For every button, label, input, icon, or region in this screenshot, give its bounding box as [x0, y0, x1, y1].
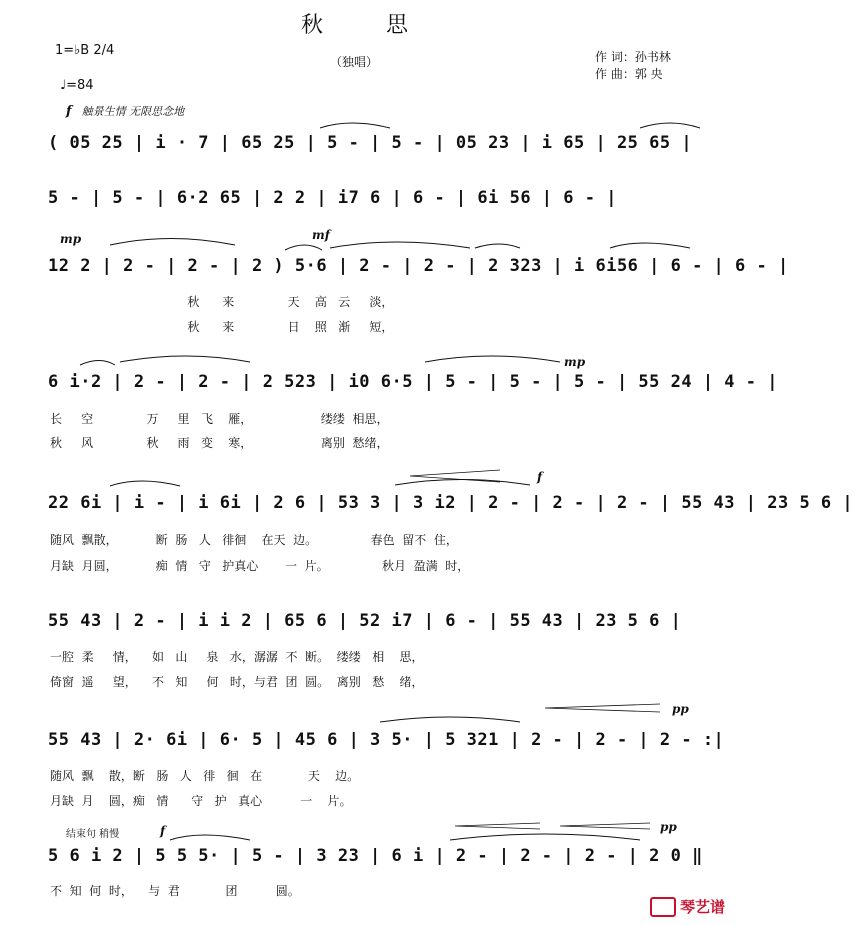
dynamic-f: f	[66, 104, 72, 119]
staff-4-lyric-1: 长 空 万 里 飞 雁， 缕缕 相思，	[50, 412, 389, 426]
staff-8-lyric-1: 不 知 何 时， 与 君 团 圆。	[50, 884, 300, 898]
key-signature: 1=♭B 2/4	[55, 43, 115, 58]
page-title: 秋 思	[301, 13, 436, 38]
staff-8-notes: 5 6 i 2 | 5 5 5· | 5 - | 3 23 | 6 i | 2 - | 2 - | 2 - | 2 0 ‖	[48, 846, 703, 866]
staff-1-notes: ( 05 25 | i · 7 | 65 25 | 5 - | 5 - | 05 23 | i 65 | 25 65 |	[48, 133, 693, 153]
watermark-text: 琴艺谱	[679, 897, 725, 916]
dynamic-f-2: f	[160, 824, 166, 838]
staff-3-lyric-2: 秋 来 日 照 渐 短，	[50, 320, 394, 334]
dynamic-mp: mp	[60, 232, 82, 246]
expression-text: 触景生情 无限思念地	[81, 105, 185, 118]
dynamic-mp-2: mp	[564, 355, 586, 369]
staff-4-notes: 6 i·2 | 2 - | 2 - | 2 523 | i0 6·5 | 5 - | 5 - | 5 - | 55 24 | 4 - |	[48, 372, 778, 392]
staff-7-notes: 55 43 | 2· 6i | 6· 5 | 45 6 | 3 5· | 5 321 | 2 - | 2 - | 2 - :|	[48, 730, 725, 750]
staff-7-lyric-1: 随风 飘 散，断 肠 人 徘 徊 在 天 边。	[50, 769, 360, 783]
brand-logo-icon	[650, 897, 676, 917]
staff-5-notes: 22 6i | i - | i 6i | 2 6 | 53 3 | 3 i2 | 2 - | 2 - | 2 - | 55 43 | 23 5 6 |	[48, 493, 853, 513]
staff-6-lyric-1: 一腔 柔 情， 如 山 泉 水，潺潺 不 断。 缕缕 相 思，	[50, 650, 424, 664]
tempo-marking: ♩=84	[60, 78, 94, 93]
staff-5-lyric-2: 月缺 月圆， 痴 情 守 护真心 一 片。 秋月 盈满 时，	[50, 559, 470, 573]
composer-credit: 作 曲：郭 央	[595, 67, 663, 81]
staff-3-lyric-1: 秋 来 天 高 云 淡，	[50, 295, 394, 309]
subtitle: （独唱）	[330, 55, 379, 69]
dynamic-f: f	[537, 470, 543, 484]
lyricist-credit: 作 词：孙书林	[595, 50, 671, 64]
ending-marking: 结束句 稍慢	[66, 829, 120, 840]
staff-5-lyric-1: 随风 飘散， 断 肠 人 徘徊 在天 边。 春色 留不 住，	[50, 533, 458, 547]
dynamic-pp-2: pp	[660, 820, 677, 834]
staff-6-notes: 55 43 | 2 - | i i 2 | 65 6 | 52 i7 | 6 - | 55 43 | 23 5 6 |	[48, 611, 682, 631]
watermark-logo	[650, 896, 725, 918]
dynamic-pp: pp	[672, 702, 689, 716]
staff-6-lyric-2: 倚窗 遥 望， 不 知 何 时，与君 团 圆。 离别 愁 绪，	[50, 675, 424, 689]
staff-4-lyric-2: 秋 风 秋 雨 变 寒， 离别 愁绪，	[50, 436, 389, 450]
staff-7-lyric-2: 月缺 月 圆，痴 情 守 护 真心 一 片。	[50, 794, 352, 808]
dynamic-mf: mf	[312, 228, 330, 242]
staff-3-notes: 12 2 | 2 - | 2 - | 2 ) 5·6 | 2 - | 2 - | 2 323 | i 6i56 | 6 - | 6 - |	[48, 256, 789, 276]
staff-2-notes: 5 - | 5 - | 6·2 65 | 2 2 | i7 6 | 6 - | 6i 56 | 6 - |	[48, 188, 617, 208]
